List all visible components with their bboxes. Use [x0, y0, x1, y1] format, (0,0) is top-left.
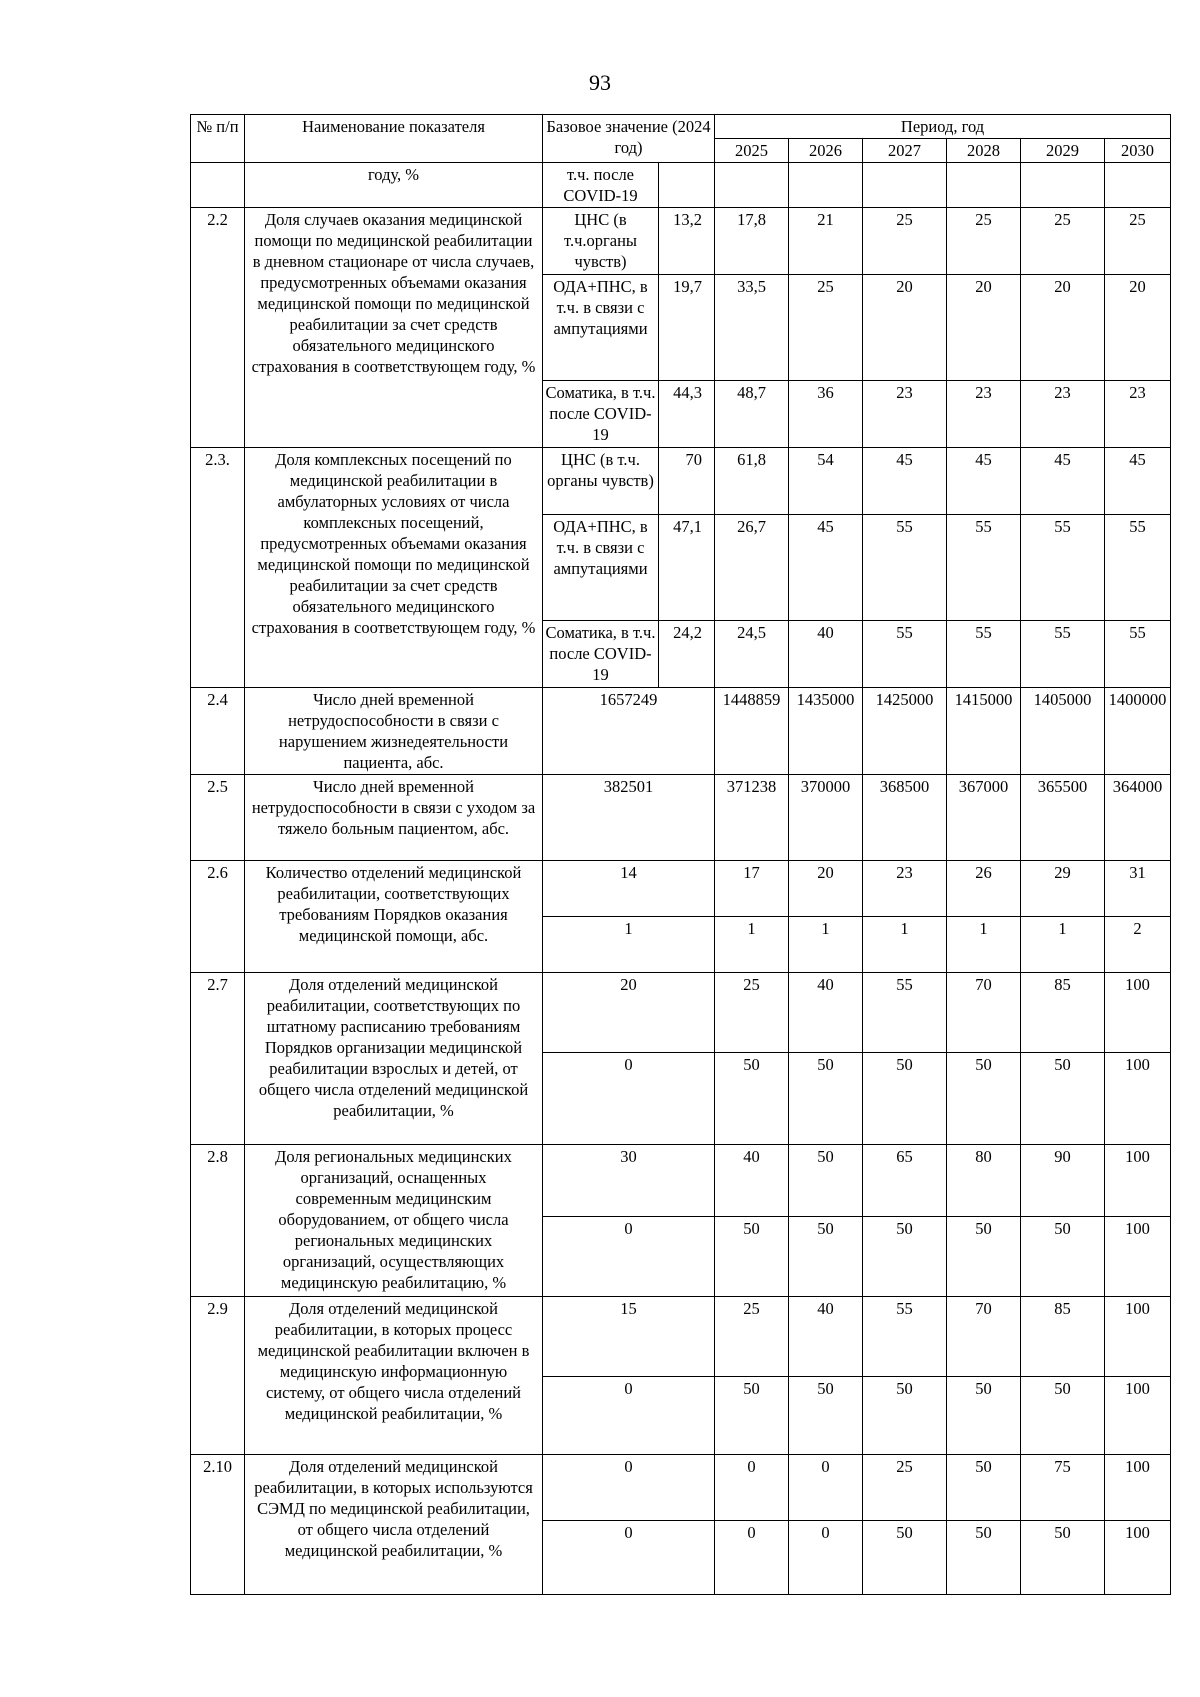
base-value: 0	[543, 1521, 715, 1595]
year-value: 23	[1105, 381, 1171, 448]
year-value: 61,8	[715, 448, 789, 515]
year-value: 1400000	[1105, 688, 1171, 775]
year-value: 100	[1105, 973, 1171, 1053]
table-row	[191, 973, 1171, 1053]
year-value: 367000	[947, 775, 1021, 861]
year-value: 1	[789, 917, 863, 973]
year-value: 50	[863, 1377, 947, 1455]
year-value: 100	[1105, 1455, 1171, 1521]
base-value: 1	[543, 917, 715, 973]
sub-category-label: ЦНС (в т.ч.органы чувств)	[543, 208, 659, 275]
carry-value	[947, 163, 1021, 208]
year-value: 70	[947, 1297, 1021, 1377]
row-indicator-name: Доля отделений медицинской реабилитации, соответствующих по штатному расписанию требованиям Порядков организации медицинской реабилитации взрослых и детей, от общего числа отделений медицинской реабилитации, %	[245, 973, 543, 1145]
header-year: 2029	[1021, 139, 1105, 163]
year-value: 100	[1105, 1297, 1171, 1377]
year-value: 365500	[1021, 775, 1105, 861]
year-value: 70	[947, 973, 1021, 1053]
year-value: 50	[1021, 1053, 1105, 1145]
year-value: 55	[1105, 621, 1171, 688]
table-row	[191, 208, 1171, 275]
base-value: 13,2	[659, 208, 715, 275]
carry-value	[1105, 163, 1171, 208]
row-num: 2.2	[191, 208, 245, 448]
year-value: 0	[789, 1455, 863, 1521]
carry-base	[659, 163, 715, 208]
year-value: 1415000	[947, 688, 1021, 775]
year-value: 25	[947, 208, 1021, 275]
year-value: 24,5	[715, 621, 789, 688]
sub-category-label: ОДА+ПНС, в т.ч. в связи с ампутациями	[543, 515, 659, 621]
row-num: 2.9	[191, 1297, 245, 1455]
table-row	[191, 1455, 1171, 1521]
year-value: 100	[1105, 1217, 1171, 1297]
year-value: 25	[715, 973, 789, 1053]
year-value: 40	[789, 621, 863, 688]
table-row	[191, 448, 1171, 515]
base-value: 70	[659, 448, 715, 515]
year-value: 50	[789, 1145, 863, 1217]
year-value: 50	[789, 1377, 863, 1455]
year-value: 20	[1021, 275, 1105, 381]
carry-sub-label: т.ч. после COVID-19	[543, 163, 659, 208]
year-value: 50	[789, 1217, 863, 1297]
year-value: 45	[1021, 448, 1105, 515]
year-value: 75	[1021, 1455, 1105, 1521]
year-value: 23	[947, 381, 1021, 448]
year-value: 25	[863, 208, 947, 275]
carry-value	[715, 163, 789, 208]
header-name: Наименование показателя	[245, 115, 543, 163]
year-value: 26	[947, 861, 1021, 917]
row-indicator-name: Доля отделений медицинской реабилитации, в которых процесс медицинской реабилитации включен в медицинскую информационную систему, от общего числа отделений медицинской реабилитации, %	[245, 1297, 543, 1455]
year-value: 100	[1105, 1521, 1171, 1595]
table-row	[191, 688, 1171, 775]
row-indicator-name: Доля случаев оказания медицинской помощи по медицинской реабилитации в дневном стационаре от числа случаев, предусмотренных объемами оказания медицинской помощи по медицинской реабилитации за счет средств обязательного медицинского страхования в соответствующем году, %	[245, 208, 543, 448]
year-value: 1405000	[1021, 688, 1105, 775]
year-value: 36	[789, 381, 863, 448]
year-value: 368500	[863, 775, 947, 861]
year-value: 23	[863, 861, 947, 917]
base-value: 0	[543, 1217, 715, 1297]
year-value: 100	[1105, 1377, 1171, 1455]
year-value: 29	[1021, 861, 1105, 917]
row-indicator-name: Доля комплексных посещений по медицинской реабилитации в амбулаторных условиях от числа комплексных посещений, предусмотренных объемами оказания медицинской помощи по медицинской реабилитации за счет средств обязательного медицинского страхования в соответствующем году, %	[245, 448, 543, 688]
year-value: 1	[863, 917, 947, 973]
year-value: 50	[715, 1217, 789, 1297]
sub-category-label: ЦНС (в т.ч. органы чувств)	[543, 448, 659, 515]
year-value: 50	[947, 1521, 1021, 1595]
year-value: 50	[947, 1053, 1021, 1145]
year-value: 48,7	[715, 381, 789, 448]
header-num: № п/п	[191, 115, 245, 163]
base-value: 44,3	[659, 381, 715, 448]
year-value: 25	[1105, 208, 1171, 275]
row-indicator-name: Доля отделений медицинской реабилитации, в которых используются СЭМД по медицинской реабилитации, от общего числа отделений медицинской реабилитации, %	[245, 1455, 543, 1595]
year-value: 65	[863, 1145, 947, 1217]
year-value: 50	[1021, 1377, 1105, 1455]
row-num: 2.10	[191, 1455, 245, 1595]
row-num: 2.7	[191, 973, 245, 1145]
year-value: 80	[947, 1145, 1021, 1217]
year-value: 55	[863, 973, 947, 1053]
year-value: 40	[789, 1297, 863, 1377]
year-value: 50	[863, 1053, 947, 1145]
year-value: 55	[947, 515, 1021, 621]
year-value: 85	[1021, 1297, 1105, 1377]
year-value: 50	[947, 1217, 1021, 1297]
table-header-row	[191, 115, 1171, 139]
year-value: 371238	[715, 775, 789, 861]
year-value: 50	[863, 1521, 947, 1595]
year-value: 40	[789, 973, 863, 1053]
year-value: 40	[715, 1145, 789, 1217]
header-year: 2028	[947, 139, 1021, 163]
year-value: 1	[1021, 917, 1105, 973]
row-indicator-name: Доля региональных медицинских организаций, оснащенных современным медицинским оборудованием, от общего числа региональных медицинских организаций, осуществляющих медицинскую реабилитацию, %	[245, 1145, 543, 1297]
year-value: 33,5	[715, 275, 789, 381]
year-value: 54	[789, 448, 863, 515]
carry-name: году, %	[245, 163, 543, 208]
year-value: 90	[1021, 1145, 1105, 1217]
year-value: 55	[863, 621, 947, 688]
row-indicator-name: Число дней временной нетрудоспособности в связи с нарушением жизнедеятельности пациента, абс.	[245, 688, 543, 775]
year-value: 55	[1021, 621, 1105, 688]
year-value: 50	[715, 1053, 789, 1145]
year-value: 50	[947, 1455, 1021, 1521]
year-value: 55	[1105, 515, 1171, 621]
base-value: 24,2	[659, 621, 715, 688]
base-value: 0	[543, 1377, 715, 1455]
header-base: Базовое значение (2024 год)	[543, 115, 715, 163]
base-value: 1657249	[543, 688, 715, 775]
year-value: 0	[789, 1521, 863, 1595]
year-value: 100	[1105, 1053, 1171, 1145]
year-value: 23	[863, 381, 947, 448]
year-value: 20	[789, 861, 863, 917]
year-value: 17,8	[715, 208, 789, 275]
year-value: 50	[789, 1053, 863, 1145]
carry-value	[863, 163, 947, 208]
table-body	[191, 115, 1171, 1595]
year-value: 17	[715, 861, 789, 917]
page-number: 93	[589, 70, 611, 95]
table-row	[191, 1297, 1171, 1377]
year-value: 20	[947, 275, 1021, 381]
year-value: 45	[1105, 448, 1171, 515]
year-value: 21	[789, 208, 863, 275]
sub-category-label: Соматика, в т.ч. после COVID-19	[543, 381, 659, 448]
year-value: 100	[1105, 1145, 1171, 1217]
header-year: 2026	[789, 139, 863, 163]
base-value: 14	[543, 861, 715, 917]
year-value: 25	[1021, 208, 1105, 275]
year-value: 25	[715, 1297, 789, 1377]
header-year: 2030	[1105, 139, 1171, 163]
base-value: 30	[543, 1145, 715, 1217]
table-row	[191, 1145, 1171, 1217]
carry-num	[191, 163, 245, 208]
year-value: 26,7	[715, 515, 789, 621]
year-value: 0	[715, 1455, 789, 1521]
base-value: 20	[543, 973, 715, 1053]
year-value: 1448859	[715, 688, 789, 775]
year-value: 50	[863, 1217, 947, 1297]
row-indicator-name: Число дней временной нетрудоспособности в связи с уходом за тяжело больным пациентом, абс.	[245, 775, 543, 861]
year-value: 55	[1021, 515, 1105, 621]
year-value: 45	[947, 448, 1021, 515]
sub-category-label: ОДА+ПНС, в т.ч. в связи с ампутациями	[543, 275, 659, 381]
header-period: Период, год	[715, 115, 1171, 139]
sub-category-label: Соматика, в т.ч. после COVID-19	[543, 621, 659, 688]
indicators-table	[190, 114, 1171, 1595]
base-value: 15	[543, 1297, 715, 1377]
year-value: 20	[1105, 275, 1171, 381]
year-value: 55	[863, 515, 947, 621]
year-value: 55	[947, 621, 1021, 688]
year-value: 1435000	[789, 688, 863, 775]
carry-over-row	[191, 163, 1171, 208]
row-num: 2.5	[191, 775, 245, 861]
year-value: 23	[1021, 381, 1105, 448]
year-value: 0	[715, 1521, 789, 1595]
base-value: 0	[543, 1455, 715, 1521]
base-value: 47,1	[659, 515, 715, 621]
base-value: 19,7	[659, 275, 715, 381]
year-value: 50	[1021, 1521, 1105, 1595]
year-value: 45	[863, 448, 947, 515]
base-value: 0	[543, 1053, 715, 1145]
header-year: 2025	[715, 139, 789, 163]
table-row	[191, 861, 1171, 917]
base-value: 382501	[543, 775, 715, 861]
year-value: 45	[789, 515, 863, 621]
year-value: 55	[863, 1297, 947, 1377]
year-value: 85	[1021, 973, 1105, 1053]
year-value: 370000	[789, 775, 863, 861]
carry-value	[789, 163, 863, 208]
year-value: 1425000	[863, 688, 947, 775]
year-value: 20	[863, 275, 947, 381]
year-value: 31	[1105, 861, 1171, 917]
year-value: 25	[789, 275, 863, 381]
row-indicator-name: Количество отделений медицинской реабилитации, соответствующих требованиям Порядков оказания медицинской помощи, абс.	[245, 861, 543, 973]
year-value: 50	[1021, 1217, 1105, 1297]
row-num: 2.3.	[191, 448, 245, 688]
row-num: 2.4	[191, 688, 245, 775]
year-value: 50	[715, 1377, 789, 1455]
carry-value	[1021, 163, 1105, 208]
table-row	[191, 775, 1171, 861]
header-year: 2027	[863, 139, 947, 163]
row-num: 2.6	[191, 861, 245, 973]
row-num: 2.8	[191, 1145, 245, 1297]
year-value: 1	[715, 917, 789, 973]
year-value: 1	[947, 917, 1021, 973]
year-value: 25	[863, 1455, 947, 1521]
year-value: 50	[947, 1377, 1021, 1455]
year-value: 364000	[1105, 775, 1171, 861]
year-value: 2	[1105, 917, 1171, 973]
